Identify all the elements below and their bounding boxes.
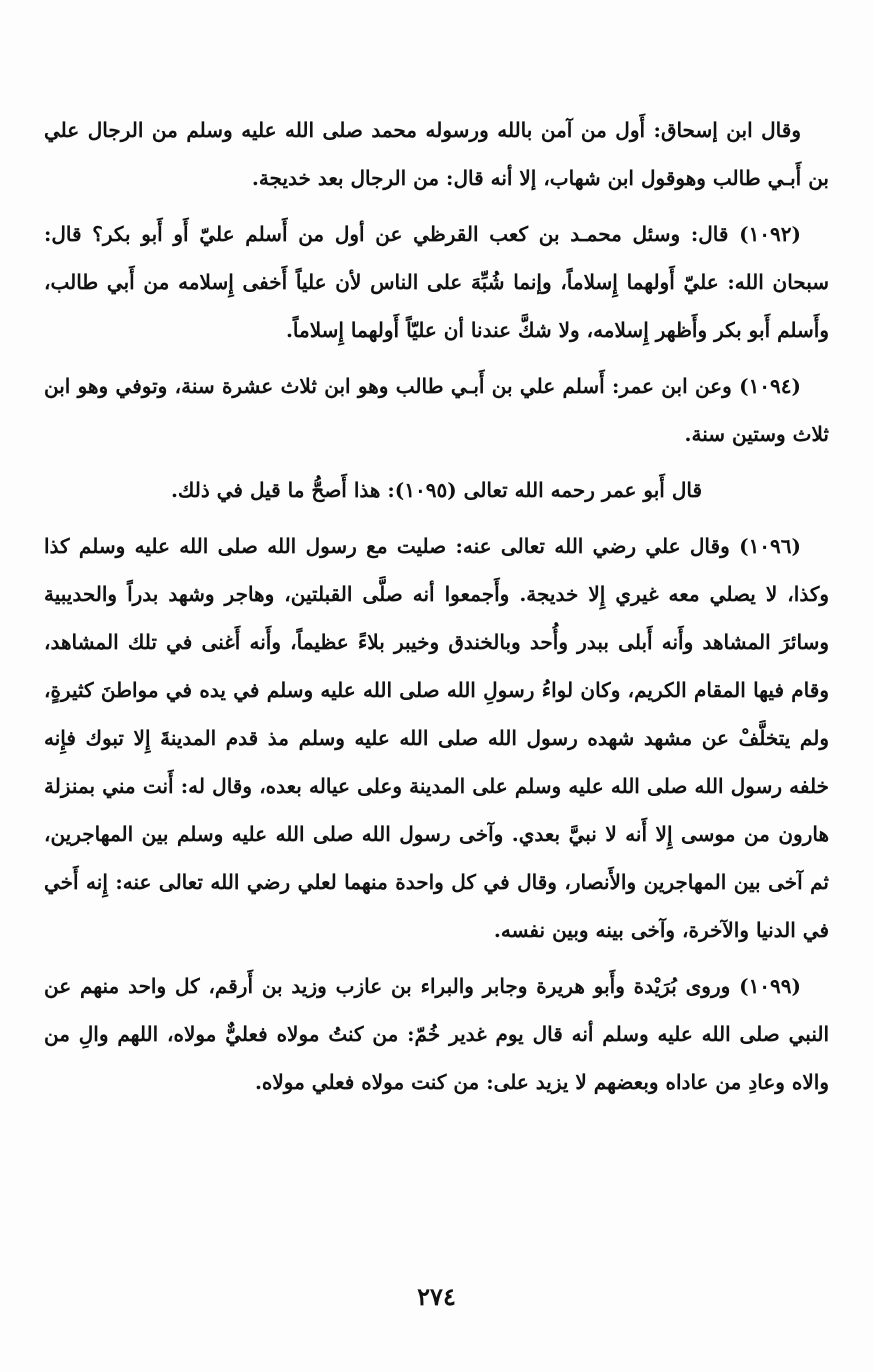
- paragraph-1094: (١٠٩٤) وعن ابن عمر: أَسلم علي بن أَبـي طالب وهو ابن ثلاث عشرة سنة، وتوفي وهو ابن ثلاث وستين سنة.: [44, 374, 829, 446]
- body-text: [44, 106, 829, 1106]
- paragraph-1095: قال أَبو عمر رحمه الله تعالى (١٠٩٥): هذا أَصحُّ ما قيل في ذلك.: [170, 478, 703, 502]
- paragraph-1099: (١٠٩٩) وروى بُرَيْدة وأَبو هريرة وجابر والبراء بن عازب وزيد بن أَرقم، كل واحد منهم عن النبي صلى الله عليه وسلم أنه قال يوم غدير خُمّ: من كنتُ مولاه فعليٌّ مولاه، اللهم والِ من والاه وعادِ من عاداه وبعضهم لا يزيد على: من كنت مولاه فعلي مولاه.: [44, 974, 829, 1094]
- paragraph-1096: (١٠٩٦) وقال علي رضي الله تعالى عنه: صليت مع رسول الله صلى الله عليه وسلم كذا وكذا، لا يصلي معه غيري إِلا خديجة. وأَجمعوا أنه صلَّى القبلتين، وهاجر وشهد بدراً والحديبية وسائرَ المشاهد وأَنه أَبلى ببدر وأُحد وبالخندق وخيبر بلاءً عظيماً، وأَنه أَغنى في تلك المشاهد، وقام فيها المقام الكريم، وكان لواءُ رسولِ الله صلى الله عليه وسلم في يده في مواطنَ كثيرةٍ، ولم يتخلَّفْ عن مشهد شهده رسول الله صلى الله عليه وسلم مذ قدم المدينةَ إِلا تبوك فإِنه خلفه رسول الله صلى الله عليه وسلم على المدينة وعلى عياله بعده، وقال له: أَنت مني بمنزلة هارون من موسى إِلا أَنه لا نبيَّ بعدي. وآخى رسول الله صلى الله عليه وسلم بين المهاجرين، ثم آخى بين المهاجرين والأَنصار، وقال في كل واحدة منهما لعلي رضي الله تعالى عنه: إِنه أَخي في الدنيا والآخرة، وآخى بينه وبين نفسه.: [44, 534, 830, 942]
- paragraph-ibn-ishaq: وقال ابن إسحاق: أَول من آمن بالله ورسوله محمد صلى الله عليه وسلم من الرجال علي بن أَبـي طالب وهوقول ابن شهاب، إلا أنه قال: من الرجال بعد خديجة.: [44, 118, 829, 190]
- paragraph-1092: (١٠٩٢) قال: وسئل محمـد بن كعب القرظي عن أول من أَسلم عليّ أَو أَبو بكر؟ قال: سبحان الله: عليّ أَولهما إِسلاماً، وإنما شُبِّهَ على الناس لأن علياً أَخفى إِسلامه من أَبي طالب، وأَسلم أَبو بكر وأَظهر إِسلامه، ولا شكَّ عندنا أن عليّاً أَولهما إِسلاماً.: [44, 222, 829, 342]
- page-number: ٢٧٤: [417, 1282, 456, 1311]
